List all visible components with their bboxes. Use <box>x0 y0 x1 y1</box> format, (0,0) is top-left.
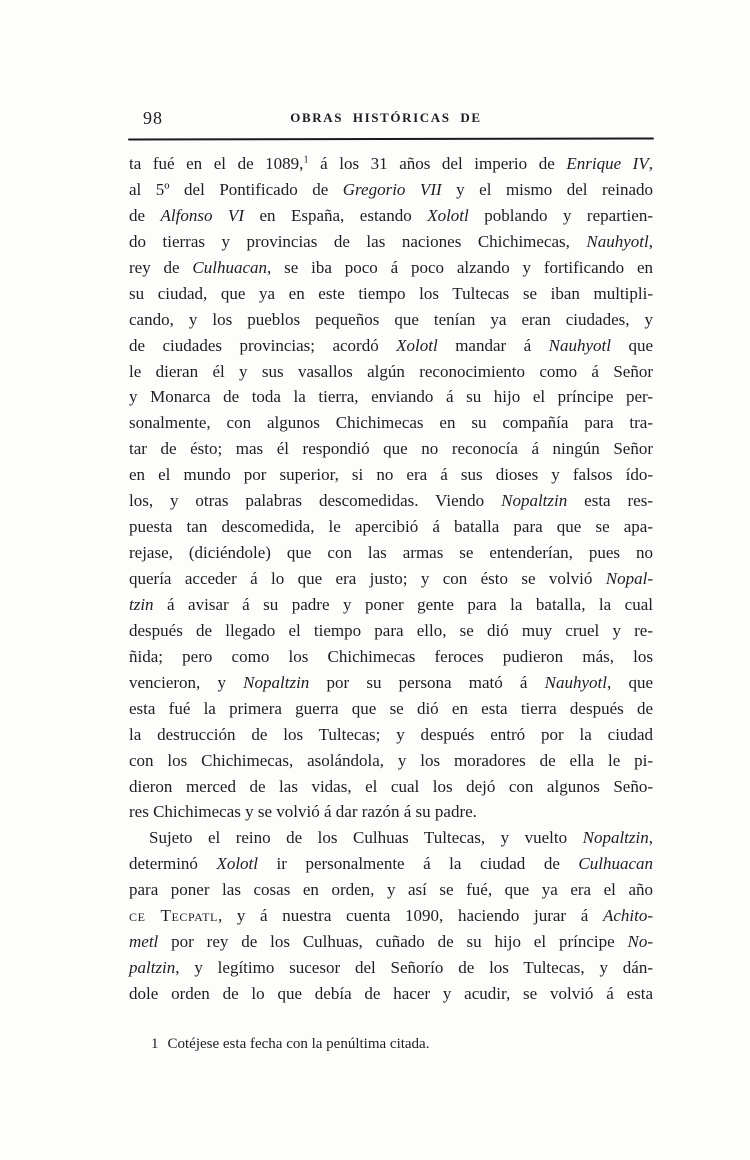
running-title: OBRAS HISTÓRICAS DE <box>290 110 482 125</box>
text-line: y Monarca de toda la tierra, enviando á su hijo el príncipe per- <box>129 387 653 407</box>
text-line: do tierras y provincias de las naciones Chichimecas, Nauhyotl, <box>129 231 653 251</box>
text-line: determinó Xolotl ir personalmente á la ciudad de Culhuacan <box>129 854 654 874</box>
text-line: de Alfonso VI en España, estando Xolotl poblando y repartien- <box>129 205 653 225</box>
text-line: tzin á avisar á su padre y poner gente para la batalla, la cual <box>129 594 653 614</box>
text-line: su ciudad, que ya en este tiempo los Tultecas se iban multipli- <box>129 283 653 303</box>
text-line: quería acceder á lo que era justo; y con ésto se volvió Nopal- <box>129 569 653 588</box>
page-header <box>129 108 653 132</box>
text-line: ta fué en el de 1089,$^1$ á los 31 años del imperio de Enrique IV, <box>129 154 653 173</box>
text-line: los, y otras palabras descomedidas. Viendo Nopaltzin esta res- <box>129 491 653 511</box>
text-line: de ciudades provincias; acordó Xolotl mandar á Nauhyotl que <box>129 335 654 355</box>
text-line: con los Chichimecas, asolándola, y los moradores de ella le pi- <box>129 750 653 770</box>
text-line: puesta tan descomedida, le apercibió á batalla para que se apa- <box>129 517 653 537</box>
page-number: 98 <box>143 108 163 128</box>
header-rule <box>128 137 654 140</box>
text-line: sonalmente, con algunos Chichimecas en su compañía para tra- <box>129 413 653 433</box>
text-line: rejase, (diciéndole) que con las armas se entenderían, pues no <box>129 543 653 563</box>
body-text <box>129 151 653 1007</box>
text-line: cando, y los pueblos pequeños que tenían ya eran ciudades, y <box>129 309 653 329</box>
text-line: ñida; pero como los Chichimecas feroces pudieron más, los <box>129 646 653 666</box>
text-line: vencieron, y Nopaltzin por su persona mató á Nauhyotl, que <box>129 672 653 692</box>
text-line: esta fué la primera guerra que se dió en esta tierra después de <box>129 698 653 718</box>
text-line: dieron merced de las vidas, el cual los dejó con algunos Seño- <box>129 776 653 796</box>
text-line: rey de Culhuacan, se iba poco á poco alzando y fortificando en <box>129 257 653 277</box>
text-line: la destrucción de los Tultecas; y después entró por la ciudad <box>129 724 653 744</box>
text-line: en el mundo por superior, si no era á sus dioses y falsos ído- <box>129 465 653 485</box>
text-line: dole orden de lo que debía de hacer y acudir, se volvió á esta <box>129 984 653 1003</box>
footnote-marker: 1 <box>151 1036 159 1052</box>
text-line: al 5º del Pontificado de Gregorio VII y el mismo del reinado <box>129 179 653 199</box>
text-line: le dieran él y sus vasallos algún reconocimiento como á Señor <box>129 361 653 381</box>
text-line: paltzin, y legítimo sucesor del Señorío de los Tultecas, y dán- <box>129 958 653 978</box>
text-line: ce Tecpatl, y á nuestra cuenta 1090, haciendo jurar á Achito- <box>129 906 653 926</box>
footnote <box>151 1034 621 1054</box>
text-line: metl por rey de los Culhuas, cuñado de su hijo el príncipe No- <box>129 932 653 952</box>
text-line: tar de ésto; mas él respondió que no reconocía á ningún Señor <box>129 439 653 459</box>
text-line: para poner las cosas en orden, y así se fué, que ya era el año <box>129 880 653 900</box>
footnote-text: Cotéjese esta fecha con la penúltima citada. <box>167 1036 430 1052</box>
text-line: después de llegado el tiempo para ello, se dió muy cruel y re- <box>129 620 653 640</box>
text-line: Sujeto el reino de los Culhuas Tultecas, y vuelto Nopaltzin, <box>149 828 653 848</box>
text-line: res Chichimecas y se volvió á dar razón á su padre. <box>129 802 477 822</box>
